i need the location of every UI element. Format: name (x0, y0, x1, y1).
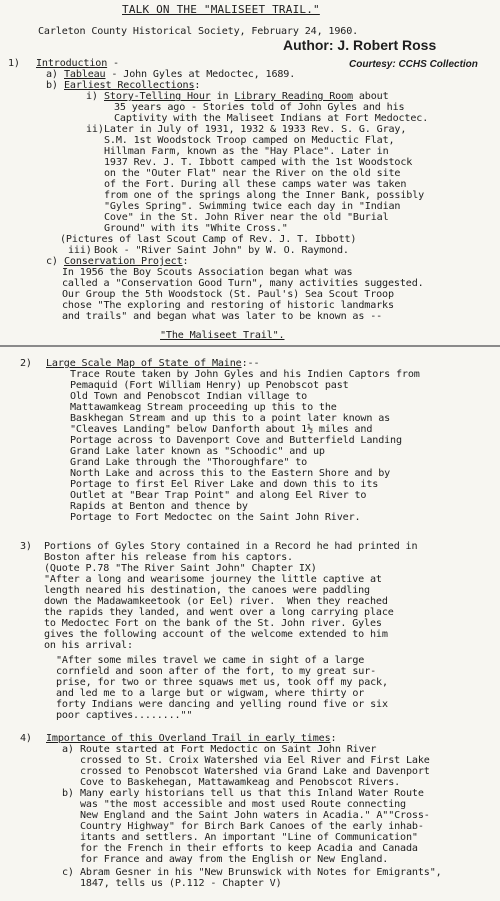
text-line: itants and settlers. An important "Line of Communication" (80, 832, 418, 843)
text-line: crossed to St. Croix Watershed via Eel River and First Lake (80, 755, 430, 766)
text-line: 35 years ago - Stories told of John Gyles and his (114, 102, 405, 113)
society-line: Carleton County Historical Society, February 24, 1960. (38, 26, 359, 37)
heading-text: Introduction (36, 58, 108, 69)
text-line: down the Madawamkeetook (or Eel) river. When they reached (44, 596, 388, 607)
subitem-label: Story-Telling Hour (104, 91, 211, 102)
subitem-marker: iii) (68, 245, 92, 256)
text-line: Later in July of 1931, 1932 & 1933 Rev. S. G. Gray, (104, 124, 407, 135)
section-divider (0, 345, 500, 347)
text-line: poor captives........"" (56, 710, 193, 721)
text-line: 1847, tells us (P.112 - Chapter V) (80, 878, 282, 889)
text-line: forty Indians were dancing and yelling round five or six (56, 699, 388, 710)
text-line: was "the most accessible and most used Route connecting (80, 799, 406, 810)
heading-text: Importance of this Overland Trail in early times (46, 733, 331, 744)
section-number: 3) (20, 541, 32, 552)
text-line: on the "Outer Flat" near the River on the old site (104, 168, 401, 179)
text-line: 1937 Rev. J. T. Ibbott camped with the 1st Woodstock (104, 157, 413, 168)
text-line: Captivity with the Maliseet Indians at Fort Medoctec. (114, 113, 429, 124)
text-line: (Quote P.78 "The River Saint John" Chapter IX) (44, 563, 317, 574)
text-line: Mattawamkeag Stream proceeding up this to the (70, 402, 337, 413)
item-marker: a) (46, 69, 58, 80)
subitem-marker: i) (86, 91, 98, 102)
text-line: Our Group the 5th Woodstock (St. Paul's) Sea Scout Troop (62, 289, 394, 300)
text-line: Cove to Baskehegan, Mattawamkeag and Penobscot Rivers. (80, 777, 401, 788)
text-line: gives the following account of the welcome extended to him (44, 629, 388, 640)
item-tail: : (182, 256, 189, 267)
text-line: Pemaquid (Fort William Henry) up Penobscot past (70, 380, 349, 391)
text-line: Route started at Fort Medoctic on Saint John River (80, 744, 377, 755)
item-line (64, 69, 295, 80)
text-line: Outlet at "Bear Trap Point" and along Eel River to (70, 490, 367, 501)
trail-title: "The Maliseet Trail". (160, 330, 285, 341)
courtesy-credit: Courtesy: CCHS Collection (349, 59, 478, 70)
text-line: North Lake and across this to the Eastern Shore and by (70, 468, 391, 479)
text-line: Grand Lake later known as "Schoodic" and up (70, 446, 325, 457)
heading-text: Large Scale Map of State of Maine (46, 358, 242, 369)
text-line: Hillman Farm, known as the "Hay Place". Later in (104, 146, 389, 157)
text-line: "Gyles Spring". Swimming twice each day in "Indian (104, 201, 401, 212)
text-line: chose "The exploring and restoring of historic landmarks (62, 300, 394, 311)
item-line (64, 256, 188, 267)
section-number: 4) (20, 733, 32, 744)
subitem-text: Book - "River Saint John" by W. O. Raymond. (94, 245, 349, 256)
item-marker: a) (62, 744, 74, 755)
text-line: length neared his destination, the canoes were paddling (44, 585, 370, 596)
text-line: Boston after his release from his captors. (44, 552, 293, 563)
text-line: from one of the springs along the Inner Bank, possibly (104, 190, 425, 201)
text-line: S.M. 1st Woodstock Troop camped on Meductic Flat, (104, 135, 395, 146)
text-line: "After some miles travel we came in sight of a large (56, 655, 365, 666)
item-line (64, 80, 200, 91)
item-marker: c) (62, 867, 74, 878)
author-credit: Author: J. Robert Ross (283, 37, 437, 53)
subitem-marker: ii) (86, 124, 104, 135)
item-marker: b) (62, 788, 74, 799)
text-line: Country Highway" for Birch Bark Canoes of the early inhab- (80, 821, 424, 832)
subitem-tail: about (352, 91, 389, 102)
section-heading (46, 358, 259, 369)
text-line: for France and away from the English or New England. (80, 854, 389, 865)
heading-tail: : (330, 733, 337, 744)
section-number: 2) (20, 358, 32, 369)
text-line: Grand Lake through the "Thoroughfare" to (70, 457, 308, 468)
pictures-note: (Pictures of last Scout Camp of Rev. J. T. Ibbott) (60, 234, 357, 245)
text-line: for the French in their efforts to keep Acadia and Canada (80, 843, 418, 854)
text-line: Portage to first Eel River Lake and down this to its (70, 479, 379, 490)
text-line: and trails" and began what was later to be known as -- (62, 311, 383, 322)
text-line: Cove" in the St. John River near the old "Burial (104, 212, 389, 223)
text-line: Old Town and Penobscot Indian village to (70, 391, 308, 402)
text-line: and led me to a large but or wigwam, where thirty or (56, 688, 365, 699)
text-line: to Medoctec Fort on the bank of the St. John river. Gyles (44, 618, 382, 629)
text-line: Many early historians tell us that this Inland Water Route (80, 788, 424, 799)
text-line: In 1956 the Boy Scouts Association began what was (62, 267, 353, 278)
text-line: crossed to Penobscot Watershed via Grand Lake and Davenport (80, 766, 430, 777)
heading-tail: - (107, 58, 119, 69)
item-marker: c) (46, 256, 58, 267)
item-marker: b) (46, 80, 58, 91)
document-title: TALK ON THE "MALISEET TRAIL." (122, 3, 320, 16)
text-line: Ground" with its "White Cross." (104, 223, 288, 234)
text-line: on his arrival: (44, 640, 133, 651)
section-heading (46, 733, 336, 744)
text-line: New England and the Saint John waters in Acadia." A""Cross- (80, 810, 430, 821)
subitem-line (104, 91, 389, 102)
item-text: - John Gyles at Medoctec, 1689. (105, 69, 296, 80)
text-line: called a "Conservation Good Turn", many activities suggested. (62, 278, 424, 289)
item-label: Tableau (64, 69, 106, 80)
text-line: cornfield and soon after of the fort, to my great sur- (56, 666, 377, 677)
subitem-label: Library Reading Room (234, 91, 353, 102)
text-line: "After a long and wearisome journey the little captive at (44, 574, 382, 585)
text-line: Rapids at Benton and thence by (70, 501, 248, 512)
text-line: Trace Route taken by John Gyles and his Indien Captors from (70, 369, 420, 380)
text-line: prise, for two or three squaws met us, took off my pack, (56, 677, 388, 688)
subitem-mid: in (210, 91, 235, 102)
heading-tail: :-- (241, 358, 260, 369)
section-number: 1) (8, 58, 20, 69)
text-line: of the Fort. During all these camps water was taken (104, 179, 407, 190)
item-label: Conservation Project (64, 256, 183, 267)
text-line: Portage to Fort Medoctec on the Saint John River. (70, 512, 361, 523)
item-label: Earliest Recollections (64, 80, 195, 91)
text-line: the rapids they landed, and went over a long carrying place (44, 607, 394, 618)
section-heading (36, 58, 119, 69)
text-line: "Cleaves Landing" below Danforth about 1½ miles and (70, 424, 373, 435)
text-line: Portage across to Davenport Cove and Butterfield Landing (70, 435, 402, 446)
text-line: Baskhegan Stream and up this to a point later known as (70, 413, 391, 424)
text-line: Abram Gesner in his "New Brunswick with Notes for Emigrants", (80, 867, 442, 878)
text-line: Portions of Gyles Story contained in a Record he had printed in (44, 541, 418, 552)
item-tail: : (194, 80, 201, 91)
